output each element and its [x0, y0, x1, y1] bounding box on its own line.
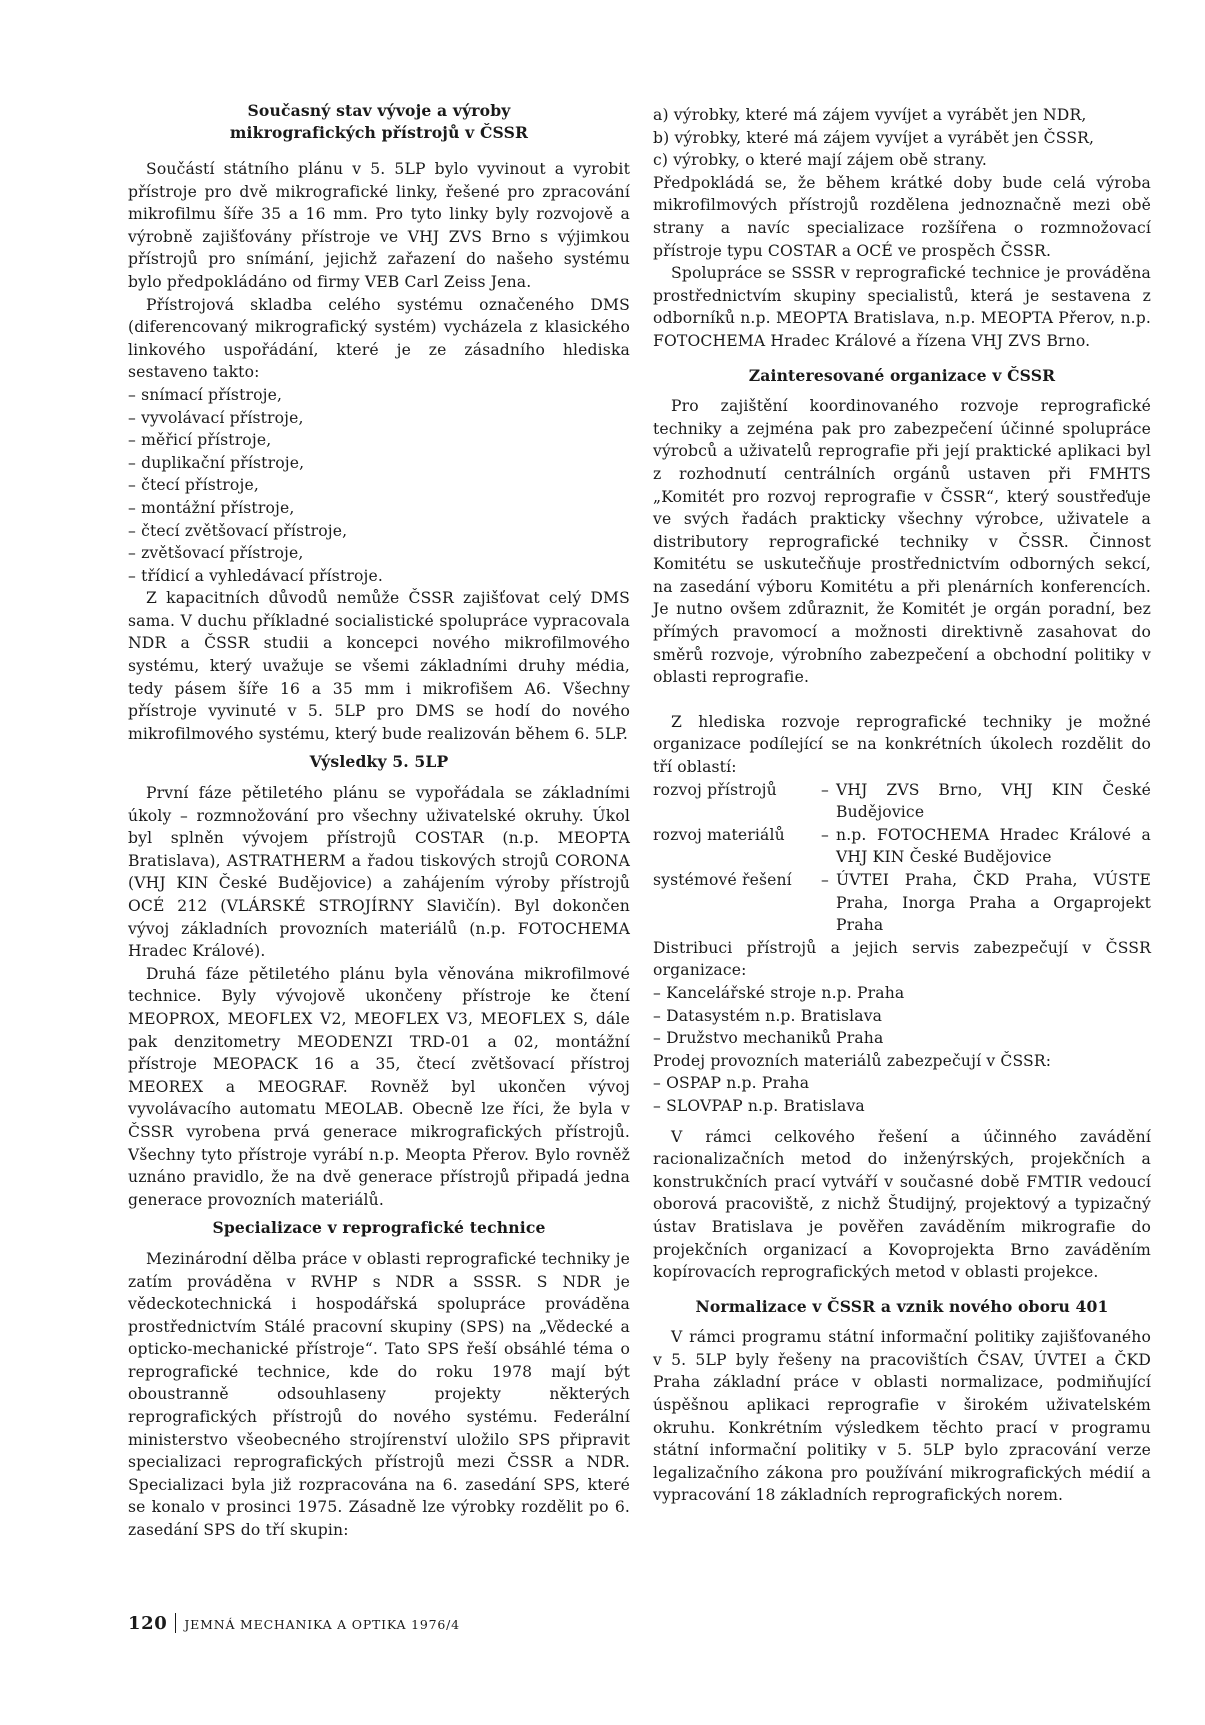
- paragraph: Z hlediska rozvoje reprografické techniky je možné organizace podílející se na konkrétních úkolech rozdělit do tří oblastí:: [653, 712, 1151, 777]
- list-item: c) výrobky, o které mají zájem obě strany.: [653, 151, 988, 170]
- paragraph: Prodej provozních materiálů zabezpečují v ČSSR:: [653, 1051, 1052, 1070]
- page-number: 120: [128, 1613, 168, 1634]
- paragraph: Mezinárodní dělba práce v oblasti reprografické techniky je zatím prováděna v RVHP s NDR a SSSR. S NDR je vědeckotechnická i hospodářská spolupráce prováděna prostřednictvím Stálé pracovní skupiny (SPS) na „Vědecké a opticko-mechanické přístroje“. Tato SPS řeší obsáhlé téma o reprografické technice, kde do roku 1978 mají být oboustranně odsouhlaseny projekty některých reprografických přístrojů do nového systému. Federální ministerstvo všeobecného strojírenství uložilo SPS připravit specializaci reprografických přístrojů mezi ČSSR a NDR. Specializaci byla již rozpracována na 6. zasedání SPS, které se konalo v prosinci 1975. Zásadně lze výrobky rozdělit po 6. zasedání SPS do tří skupin:: [128, 1249, 630, 1540]
- page-footer: [128, 1613, 460, 1634]
- list-item: – Družstvo mechaniků Praha: [653, 1027, 1151, 1050]
- list-item: – čtecí přístroje,: [128, 474, 630, 497]
- list-item: – Kancelářské stroje n.p. Praha: [653, 982, 1151, 1005]
- paragraph: Z kapacitních důvodů nemůže ČSSR zajišťovat celý DMS sama. V duchu příkladné socialistické spolupráce vypracovala NDR a ČSSR studii a koncepci nového mikrofilmového systému, který uvažuje se všemi základními druhy média, tedy pásem šíře 16 a 35 mm i mikrofišem A6. Všechny přístroje vyvinuté v 5. 5LP pro DMS se hodí do nového mikrofilmového systému, který bude realizován během 6. 5LP.: [128, 589, 630, 743]
- dash: –: [821, 825, 829, 844]
- list-item: – Datasystém n.p. Bratislava: [653, 1005, 1151, 1028]
- title-line-1: Současný stav vývoje a výroby: [247, 101, 511, 120]
- spacer: [653, 1118, 1151, 1126]
- area-label: rozvoj přístrojů: [653, 780, 777, 799]
- area-value: n.p. FOTOCHEMA Hradec Králové a VHJ KIN České Budějovice: [836, 825, 1151, 867]
- paragraph: V rámci celkového řešení a účinného zavádění racionalizačních metod do inženýrských, projekčních a konstrukčních prací vytváří v současné době FMTIR vedoucí oborová pracoviště, z nichž Študijný, projektový a typizačný ústav Bratislava je pověřen zaváděním mikrografie do projekčních organizací a Kovoprojekta Brno zaváděním kopírovacích reprografických metod v oblasti projekce.: [653, 1127, 1151, 1282]
- title-line-2: mikrografických přístrojů v ČSSR: [229, 123, 529, 142]
- areas-table: [653, 779, 1151, 937]
- list-item: – montážní přístroje,: [128, 497, 630, 520]
- list-item: – zvětšovací přístroje,: [128, 542, 630, 565]
- paragraph: Přístrojová skladba celého systému označeného DMS (diferencovaný mikrografický systém) vycházela z klasického linkového uspořádání, které je ze zásadního hlediska sestaveno takto:: [128, 295, 630, 382]
- dash: –: [821, 871, 829, 889]
- product-groups: [653, 104, 1151, 172]
- list-item: a) výrobky, které má zájem vyvíjet a vyrábět jen NDR,: [653, 106, 1087, 124]
- area-row: [653, 824, 1151, 869]
- area-label: rozvoj materiálů: [653, 825, 785, 844]
- list-item: – měřicí přístroje,: [128, 429, 630, 452]
- section-heading: Výsledky 5. 5LP: [309, 752, 449, 772]
- list-item: – SLOVPAP n.p. Bratislava: [653, 1095, 1151, 1118]
- article-title: [128, 100, 630, 144]
- area-value: VHJ ZVS Brno, VHJ KIN České Budějovice: [836, 780, 1151, 822]
- journal-title: JEMNÁ MECHANIKA A OPTIKA 1976/4: [184, 1617, 460, 1632]
- area-label: systémové řešení: [653, 871, 792, 889]
- paragraph: V rámci programu státní informační politiky zajišťovaného v 5. 5LP byly řešeny na pracovištích ČSAV, ÚVTEI a ČKD Praha základní práce v oblasti normalizace, podmiňující úspěšnou aplikaci reprografie v širokém uživatelském okruhu. Konkrétním výsledkem těchto prací v programu státní informační politiky v 5. 5LP bylo zpracování verze legalizačního zákona pro používání mikrografických médií a vypracování 18 základních reprografických norem.: [653, 1328, 1151, 1505]
- section-heading: Normalizace v ČSSR a vznik nového oboru 401: [695, 1296, 1109, 1316]
- list-item: – duplikační přístroje,: [128, 452, 630, 475]
- right-column: [653, 104, 1151, 1507]
- distribution-list: [653, 982, 1151, 1050]
- paragraph: Druhá fáze pětiletého plánu byla věnována mikrofilmové technice. Byly vývojově ukončeny přístroje ke čtení MEOPROX, MEOFLEX V2, MEOFLEX V3, MEOFLEX S, dále pak denzitometry MEODENZI TRD-01 a 02, montážní přístroje MEOPACK 16 a 35, čtecí zvětšovací přístroj MEOREX a MEOGRAF. Rovněž byl ukončen vývoj vyvolávacího automatu MEOLAB. Obecně lze říci, že byla v ČSSR vyrobena prvá generace mikrografických přístrojů. Všechny tyto přístroje vyrábí n.p. Meopta Přerov. Bylo rovněž uznáno pravidlo, že na dvě generace přístrojů připadá jedna generace provozních materiálů.: [128, 964, 630, 1209]
- paragraph: První fáze pětiletého plánu se vypořádala se základními úkoly – rozmnožování pro všechny uživatelské okruhy. Úkol byl splněn vývojem přístrojů COSTAR (n.p. MEOPTA Bratislava), ASTRATHERM a řadou tiskových strojů CORONA (VHJ KIN České Budějovice) a zahájením výroby přístrojů OCÉ 212 (VLÁRSKÉ STROJÍRNY Slavičín). Byl dokončen vývoj základních provozních materiálů (n.p. FOTOCHEMA Hradec Králové).: [128, 784, 630, 961]
- list-item: – vyvolávací přístroje,: [128, 407, 630, 430]
- paragraph: Součástí státního plánu v 5. 5LP bylo vyvinout a vyrobit přístroje pro dvě mikrografické linky, řešené pro zpracování mikrofilmu šíře 35 a 16 mm. Pro tyto linky byly rozvojově a výrobně zajišťovány přístroje ve VHJ ZVS Brno s výjimkou přístrojů pro snímání, jejichž zařazení do našeho systému bylo předpokládáno od firmy VEB Carl Zeiss Jena.: [128, 160, 630, 291]
- area-row: [653, 869, 1151, 937]
- area-value: ÚVTEI Praha, ČKD Praha, VÚSTE Praha, Inorga Praha a Orgaprojekt Praha: [836, 871, 1151, 935]
- list-item: b) výrobky, které má zájem vyvíjet a vyrábět jen ČSSR,: [653, 128, 1095, 147]
- paragraph: Spolupráce se SSSR v reprografické technice je prováděna prostřednictvím skupiny specialistů, která je sestavena z odborníků n.p. MEOPTA Bratislava, n.p. MEOPTA Přerov, n.p. FOTOCHEMA Hradec Králové a řízena VHJ ZVS Brno.: [653, 264, 1151, 350]
- instrument-list: [128, 384, 630, 587]
- left-column: [128, 100, 630, 1542]
- section-heading: Specializace v reprografické technice: [212, 1218, 546, 1238]
- list-item: – třídicí a vyhledávací přístroje.: [128, 565, 630, 588]
- paragraph: Distribuci přístrojů a jejich servis zabezpečují v ČSSR organizace:: [653, 938, 1151, 980]
- paragraph: Pro zajištění koordinovaného rozvoje reprografické techniky a zejména pak pro zabezpečení účinné spolupráce výrobců a uživatelů reprografie při její praktické aplikaci byl z rozhodnutí centrálních orgánů ustaven při FMHTS „Komitét pro rozvoj reprografie v ČSSR“, který soustřeďuje ve svých řadách prakticky všechny výrobce, uživatele a distributory reprografické techniky v ČSSR. Činnost Komitétu se uskutečňuje prostřednictvím odborných sekcí, na zasedání výboru Komitétu a při plenárních konferencích. Je nutno ovšem zdůraznit, že Komitét je orgán poradní, bez přímých pravomocí a možnosti direktivně zasahovat do směrů rozvoje, výrobního zabezpečení a obchodní politiky v oblasti reprografie.: [653, 397, 1151, 687]
- list-item: – čtecí zvětšovací přístroje,: [128, 520, 630, 543]
- sales-list: [653, 1072, 1151, 1117]
- spacer: [653, 689, 1151, 711]
- list-item: – OSPAP n.p. Praha: [653, 1072, 1151, 1095]
- paragraph: Předpokládá se, že během krátké doby bude celá výroba mikrofilmových přístrojů rozdělena jednoznačně mezi obě strany a navíc specializace rozšířena o rozmnožovací přístroje typu COSTAR a OCÉ ve prospěch ČSSR.: [653, 173, 1151, 260]
- list-item: – snímací přístroje,: [128, 384, 630, 407]
- dash: –: [821, 780, 829, 799]
- area-row: [653, 779, 1151, 824]
- footer-divider: [175, 1613, 176, 1633]
- section-heading: Zainteresované organizace v ČSSR: [748, 365, 1056, 385]
